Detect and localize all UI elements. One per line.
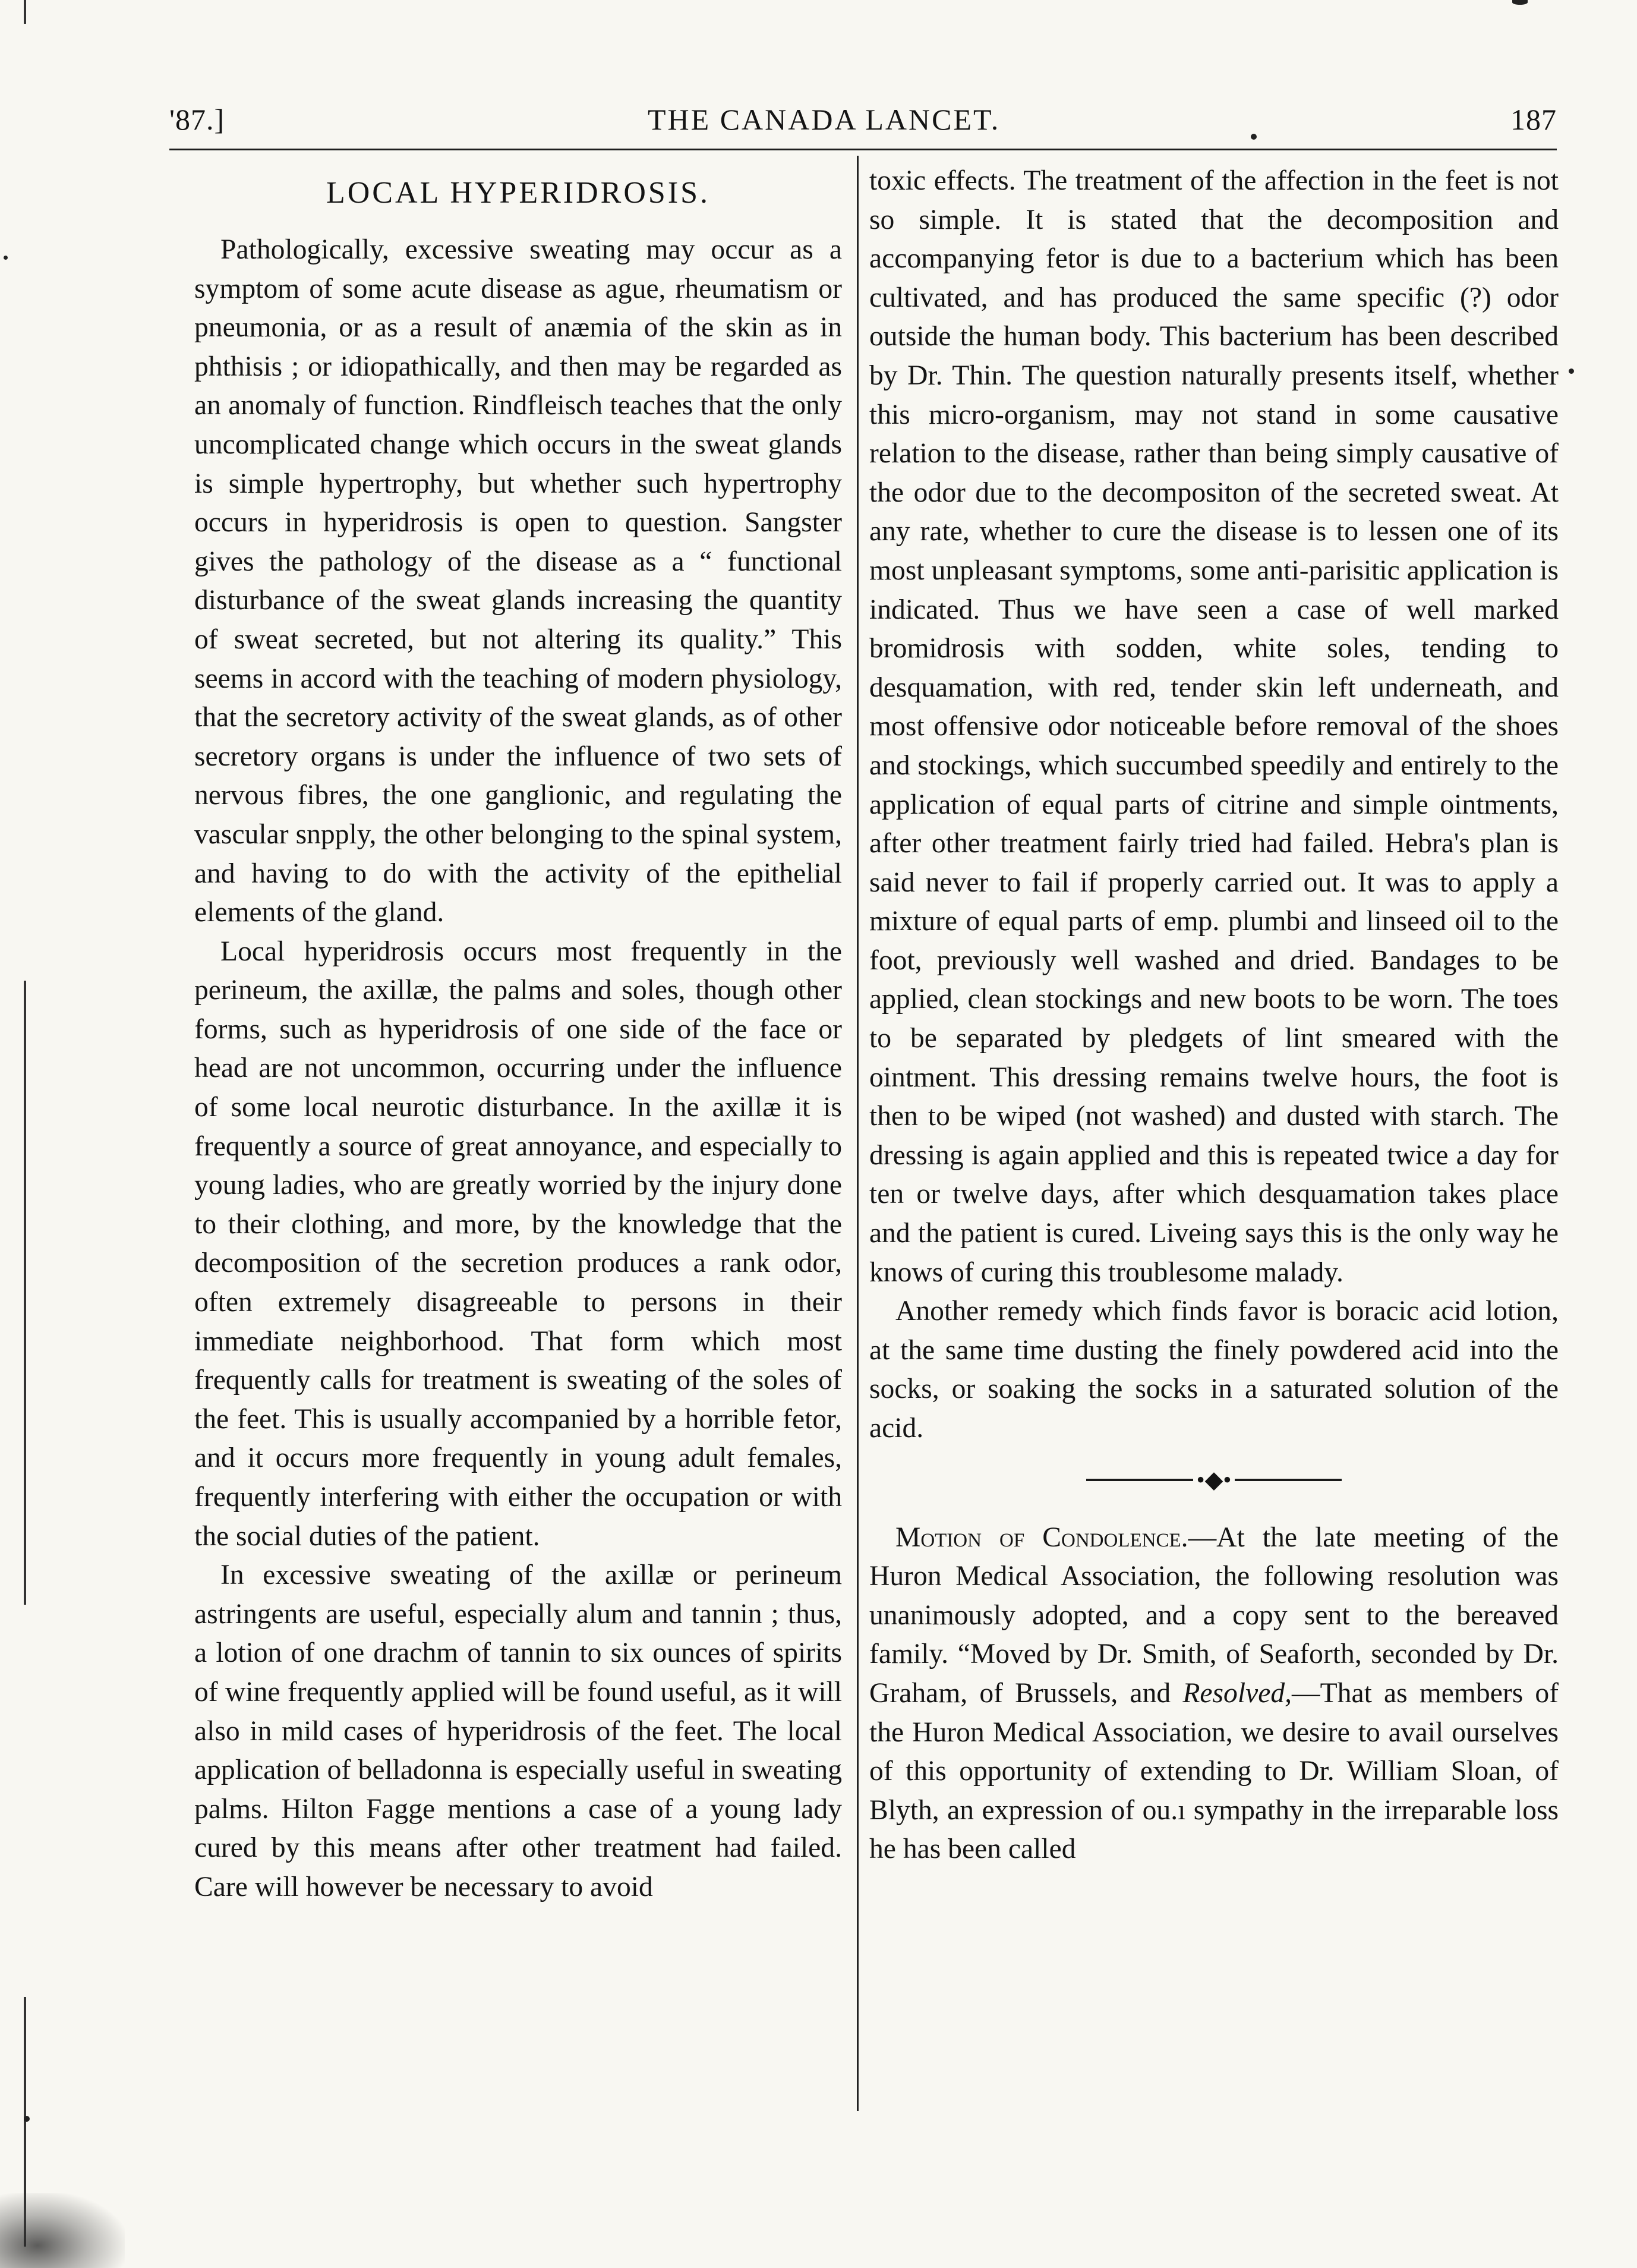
left-column (194, 162, 842, 1907)
motion-of-condolence-paragraph (869, 1519, 1559, 1869)
divider-line (1086, 1479, 1193, 1481)
scan-speck (1251, 134, 1257, 140)
divider-line (1235, 1479, 1342, 1481)
motion-text: —At the late meeting of the Huron Medical Association, the following resolution was unanimously adopted, and a copy sent to the bereaved family. “Moved by Dr. Smith, of Seaforth, seconded by Dr. Graham, of Brussels, and (869, 1522, 1559, 1709)
scan-smudge (0, 2193, 125, 2268)
motion-text-continued: —That as members of the Huron Medical Association, we desire to avail ourselves of this opportunity of extending to Dr. William Sloan, of Blyth, an expression of ou.ı sympathy in the irreparable loss he has been called (869, 1677, 1559, 1865)
header-journal-title: THE CANADA LANCET. (648, 103, 1001, 136)
article-paragraph: Another remedy which finds favor is boracic acid lotion, at the same time dusting the finely powdered acid into the socks, or soaking the socks in a saturated solution of the acid. (869, 1296, 1559, 1444)
scan-speck (24, 2116, 30, 2122)
article-paragraph: In excessive sweating of the axillæ or perineum astringents are useful, especially alum and tannin ; thus, a lotion of one drachm of tannin to six ounces of spirits of wine frequently applied will be found useful, as it will also in mild cases of hyperidrosis of the feet. The local application of belladonna is especially useful in sweating palms. Hilton Fagge mentions a case of a young lady cured by this means after other treatment had failed. Care will however be necessary to avoid (194, 1560, 842, 1902)
header-page-number: 187 (1510, 103, 1557, 136)
article-paragraph: Pathologically, excessive sweating may occur as a symptom of some acute disease as ague, rheumatism or pneumonia, or as a result of anæmia of the skin as in phthisis ; or idiopathically, and then may be regarded as an anomaly of function. Rindfleisch teaches that the only uncomplicated change which occurs in the sweat glands is simple hypertrophy, but whether such hypertrophy occurs in hyperidrosis is open to question. Sangster gives the pathology of the disease as a “ functional disturbance of the sweat glands increasing the quantity of sweat secreted, but not altering its quality.” This seems in accord with the teaching of modern physiology, that the secretory activity of the sweat glands, as of other secretory organs is under the influence of two sets of nervous fibres, the one ganglionic, and regulating the vascular snpply, the other belonging to the spinal system, and having to do with the activity of the epithelial elements of the gland. (194, 234, 842, 928)
column-divider-rule (857, 156, 859, 2111)
scan-margin-line (24, 981, 26, 1605)
section-divider (869, 1459, 1559, 1501)
right-column (869, 162, 1559, 1869)
article-title: LOCAL HYPERIDROSIS. (326, 176, 711, 210)
article-paragraph: Local hyperidrosis occurs most frequently in the perineum, the axillæ, the palms and soles, though other forms, such as hyperidrosis of one side of the face or head are not uncommon, occurring under the influence of some local neurotic disturbance. In the axillæ it is frequently a source of great annoyance, and especially to young ladies, who are greatly worried by the injury done to their clothing, and more, by the knowledge that the decomposition of the secretion produces a rank odor, often extremely disagreeable to persons in their immediate neighborhood. That form which most frequently calls for treatment is sweating of the soles of the feet. This is usually accompanied by a horrible fetor, and it occurs more frequently in young adult females, frequently interfering with either the occupation or with the social duties of the patient. (194, 935, 842, 1552)
scan-speck (1569, 368, 1574, 374)
motion-heading: Motion of Condolence. (895, 1522, 1188, 1553)
article-paragraph: toxic effects. The treatment of the affection in the feet is not so simple. It is stated that the decomposition and accompanying fetor is due to a bacterium which has been cultivated, and has produced the same specific (?) odor outside the human body. This bacterium has been described by Dr. Thin. The question naturally presents itself, whether this micro-organism, may not stand in some causative relation to the disease, rather than being simply causative of the odor due to the decompositon of the secreted sweat. At any rate, whether to cure the disease is to lessen one of its most unpleasant symptoms, some anti-parisitic application is indicated. Thus we have seen a case of well marked bromidrosis with sodden, white soles, tending to desquamation, with red, tender skin left underneath, and most offensive odor noticeable before removal of the shoes and stockings, which succumbed speedily and entirely to the application of equal parts of citrine and simple ointments, after other treatment fairly tried had failed. Hebra's plan is said never to fail if properly carried out. It was to apply a mixture of equal parts of emp. plumbi and linseed oil to the foot, previously well washed and dried. Bandages to be applied, clean stockings and new boots to be worn. The toes to be separated by pledgets of lint smeared with the ointment. This dressing remains twelve hours, the foot is then to be wiped (not washed) and dusted with starch. The dressing is again applied and this is repeated twice a day for ten or twelve days, after which desquamation takes place and the patient is cured. Liveing says this is the only way he knows of curing this troublesome malady. (869, 165, 1559, 1288)
divider-ornament: •◆• (1196, 1466, 1232, 1493)
header-volume-year: '87.] (169, 103, 225, 136)
running-header (169, 95, 1557, 149)
motion-resolved: Resolved, (1182, 1677, 1292, 1709)
scan-margin-line (24, 0, 26, 24)
scan-speck (1512, 0, 1528, 5)
scan-speck (4, 256, 8, 260)
header-rule (169, 149, 1557, 150)
